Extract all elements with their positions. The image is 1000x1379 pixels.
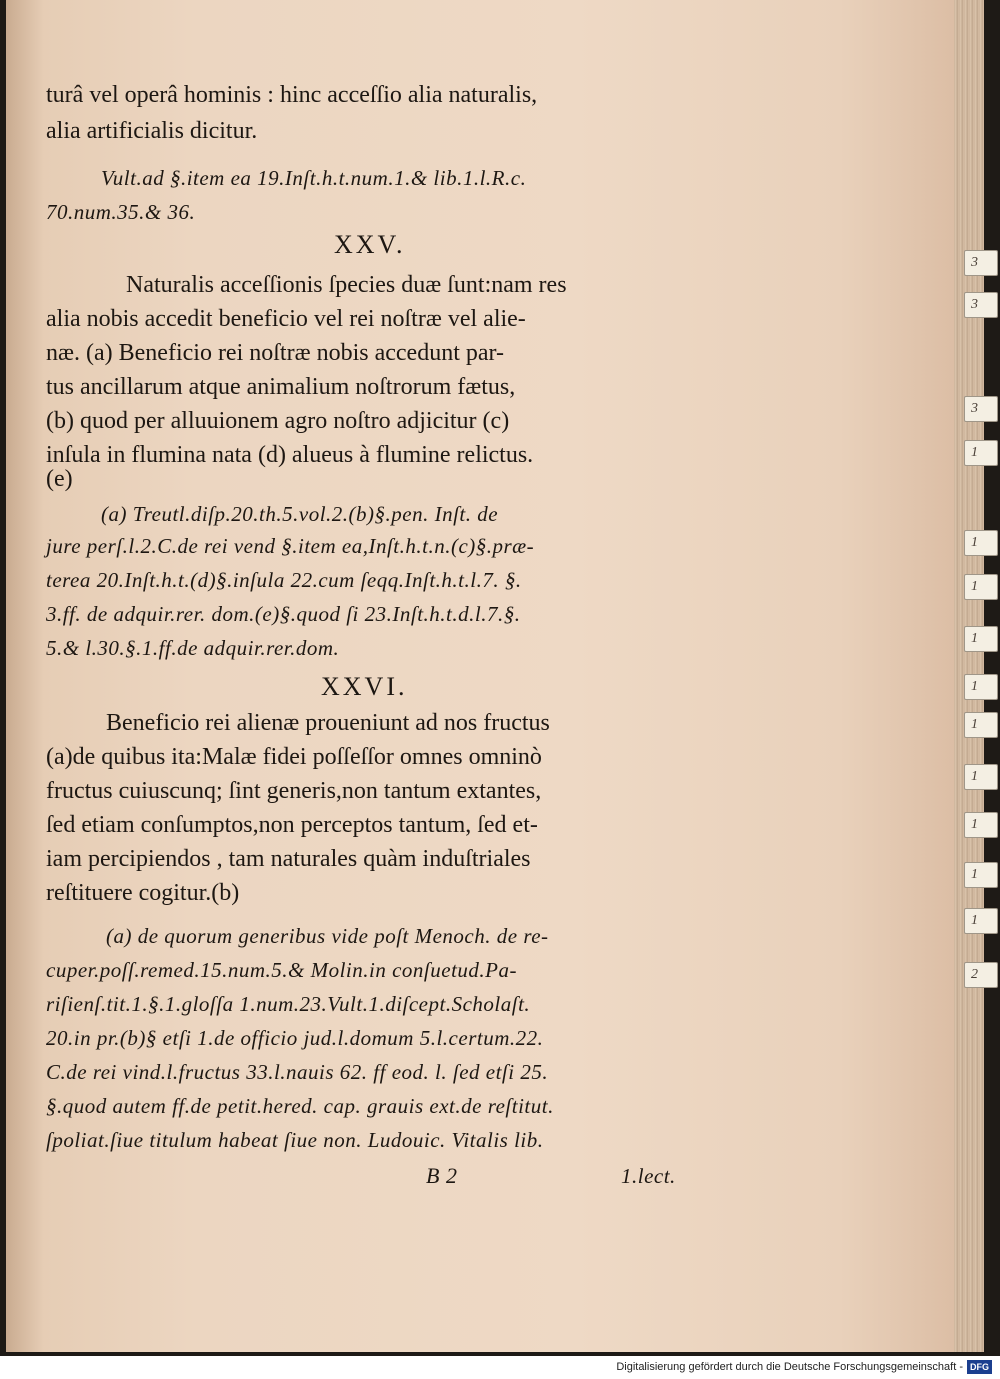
section-heading: XXV.	[334, 230, 406, 259]
index-tab: 3	[964, 292, 998, 318]
text-line: (a)de quibus ita:Malæ fidei poſſeſſor omnes omninò	[46, 744, 542, 770]
index-tab: 1	[964, 908, 998, 934]
index-tab: 1	[964, 574, 998, 600]
footnote-line: (a) Treutl.diſp.20.th.5.vol.2.(b)§.pen. Inſt. de	[101, 502, 499, 526]
index-tab: 1	[964, 440, 998, 466]
index-tab: 1	[964, 712, 998, 738]
text-line: alia artificialis dicitur.	[46, 118, 258, 144]
footer-credit	[0, 1356, 1000, 1379]
footnote-line: cuper.poſſ.remed.15.num.5.& Molin.in conſuetud.Pa-	[46, 958, 517, 982]
footnote-line: C.de rei vind.l.fructus 33.l.nauis 62. ff eod. l. ſed etſi 25.	[46, 1060, 549, 1084]
footnote-line: ſpoliat.ſiue titulum habeat ſiue non. Ludouic. Vitalis lib.	[46, 1128, 544, 1152]
text-line: ſed etiam conſumptos,non perceptos tantum, ſed et-	[46, 812, 538, 838]
footnote-line: Vult.ad §.item ea 19.Inſt.h.t.num.1.& lib.1.l.R.c.	[101, 166, 527, 190]
section-heading: XXVI.	[321, 672, 408, 701]
text-line: tus ancillarum atque animalium noſtrorum fætus,	[46, 374, 516, 400]
text-line: inſula in flumina nata (d) alueus à flumine relictus.	[46, 442, 534, 468]
footnote-line: 70.num.35.& 36.	[46, 200, 196, 224]
text-line: alia nobis accedit beneficio vel rei noſtræ vel alie-	[46, 306, 526, 332]
text-line: turâ vel operâ hominis : hinc acceſſio alia naturalis,	[46, 82, 538, 108]
signature-mark: B 2	[426, 1163, 458, 1188]
dfg-logo-icon: DFG	[967, 1360, 992, 1374]
text-line: fructus cuiuscunq; ſint generis,non tantum extantes,	[46, 778, 542, 804]
book-page	[6, 0, 954, 1352]
text-line: Beneficio rei alienæ proueniunt ad nos fructus	[106, 710, 550, 736]
footnote-line: 3.ff. de adquir.rer. dom.(e)§.quod ſi 23.Inſt.h.t.d.l.7.§.	[46, 602, 521, 626]
text-line: Naturalis acceſſionis ſpecies duæ ſunt:nam res	[126, 272, 567, 298]
text-line: (b) quod per alluuionem agro noſtro adjicitur (c)	[46, 408, 510, 434]
index-tab: 1	[964, 674, 998, 700]
catchword: 1.lect.	[621, 1164, 676, 1188]
index-tab: 1	[964, 862, 998, 888]
footnote-line: 5.& l.30.§.1.ff.de adquir.rer.dom.	[46, 636, 340, 660]
index-tab: 1	[964, 764, 998, 790]
text-line: næ. (a) Beneficio rei noſtræ nobis accedunt par-	[46, 340, 505, 366]
index-tab: 1	[964, 530, 998, 556]
footnote-line: 20.in pr.(b)§ etſi 1.de officio jud.l.domum 5.l.certum.22.	[46, 1026, 544, 1050]
text-line: (e)	[46, 466, 73, 492]
footnote-line: terea 20.Inſt.h.t.(d)§.inſula 22.cum ſeqq.Inſt.h.t.l.7. §.	[46, 568, 522, 592]
footer-text: Digitalisierung gefördert durch die Deutsche Forschungsgemeinschaft -	[616, 1361, 963, 1373]
index-tab: 3	[964, 250, 998, 276]
text-line: iam percipiendos , tam naturales quàm induſtriales	[46, 846, 531, 872]
index-tab: 2	[964, 962, 998, 988]
text-line: reſtituere cogitur.(b)	[46, 880, 240, 906]
footnote-line: riſienſ.tit.1.§.1.gloſſa 1.num.23.Vult.1.diſcept.Scholaſt.	[46, 992, 531, 1016]
footnote-line: §.quod autem ff.de petit.hered. cap. grauis ext.de reſtitut.	[46, 1094, 554, 1118]
index-tab: 1	[964, 626, 998, 652]
footnote-line: jure perſ.l.2.C.de rei vend §.item ea,Inſt.h.t.n.(c)§.præ-	[46, 534, 535, 558]
index-tab: 3	[964, 396, 998, 422]
footnote-line: (a) de quorum generibus vide poſt Menoch. de re-	[106, 924, 549, 948]
index-tab: 1	[964, 812, 998, 838]
